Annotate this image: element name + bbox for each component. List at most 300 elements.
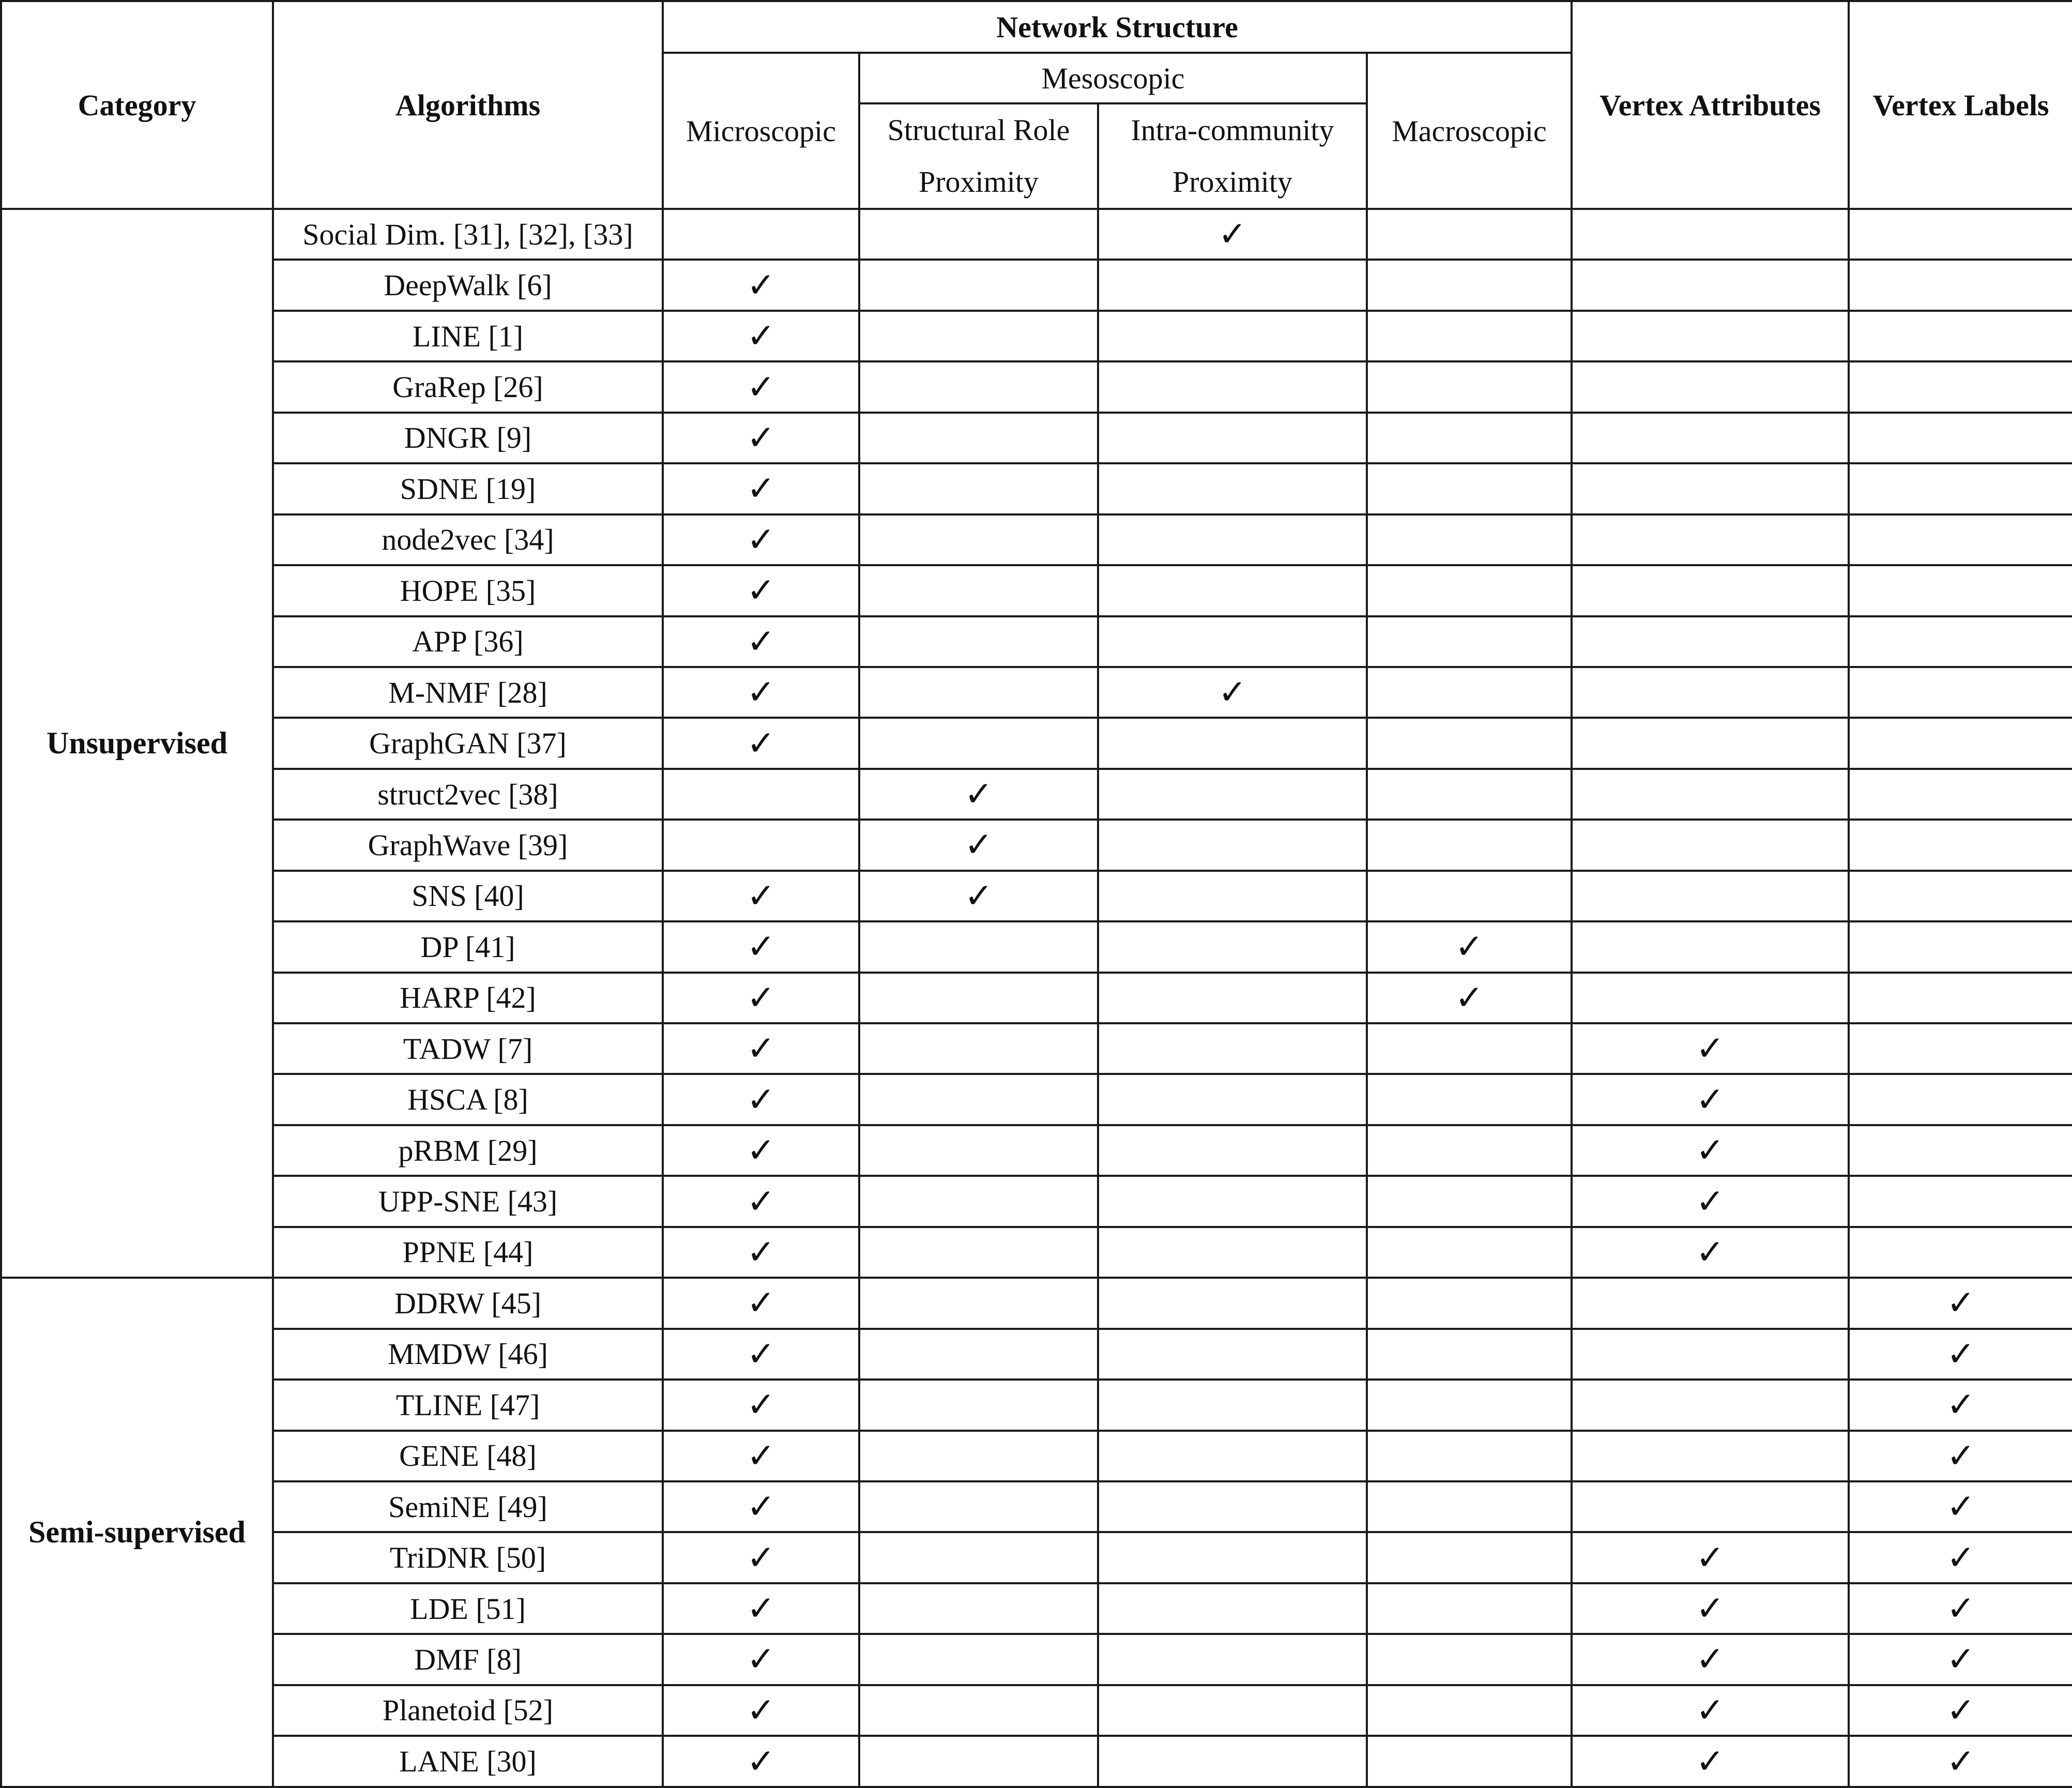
check-cell — [1367, 1074, 1572, 1125]
check-cell — [1367, 1023, 1572, 1074]
check-cell — [859, 1176, 1098, 1226]
check-cell — [663, 1227, 859, 1278]
check-cell — [1572, 1329, 1849, 1380]
algorithm-cell: TADW [7] — [273, 1023, 663, 1074]
table-row — [1, 921, 2072, 972]
algorithm-cell: GENE [48] — [273, 1431, 663, 1481]
check-cell — [1098, 820, 1367, 870]
checkmark-icon: ✓ — [1696, 1691, 1725, 1730]
checkmark-icon: ✓ — [964, 776, 993, 814]
check-cell — [859, 1380, 1098, 1430]
check-cell — [1849, 921, 2072, 972]
check-cell — [859, 361, 1098, 412]
check-cell — [1098, 1431, 1367, 1481]
check-cell — [859, 1227, 1098, 1278]
check-cell — [663, 667, 859, 718]
algorithm-cell: DMF [8] — [273, 1634, 663, 1685]
check-cell — [1098, 1481, 1367, 1532]
check-cell — [1572, 1125, 1849, 1176]
check-cell — [1098, 1125, 1367, 1176]
check-cell — [1849, 1634, 2072, 1685]
check-cell — [1098, 1634, 1367, 1685]
check-cell — [1098, 413, 1367, 463]
checkmark-icon: ✓ — [746, 1742, 775, 1781]
checkmark-icon: ✓ — [1696, 1030, 1725, 1068]
check-cell — [1098, 209, 1367, 260]
check-cell — [1849, 463, 2072, 514]
check-cell — [1849, 209, 2072, 260]
check-cell — [663, 1023, 859, 1074]
check-cell — [859, 718, 1098, 768]
algorithm-cell: DP [41] — [273, 921, 663, 972]
algorithm-cell: HARP [42] — [273, 973, 663, 1023]
header-category: Category — [1, 1, 273, 209]
table-row — [1, 820, 2072, 870]
checkmark-icon: ✓ — [1455, 928, 1484, 966]
check-cell — [1098, 361, 1367, 412]
checkmark-icon: ✓ — [746, 877, 775, 915]
header-vertex-labels: Vertex Labels — [1849, 1, 2072, 209]
table-row — [1, 1481, 2072, 1532]
check-cell — [1367, 616, 1572, 667]
checkmark-icon: ✓ — [746, 979, 775, 1017]
check-cell — [1849, 361, 2072, 412]
check-cell — [1572, 1583, 1849, 1634]
checkmark-icon: ✓ — [746, 1030, 775, 1068]
check-cell — [859, 871, 1098, 921]
check-cell — [663, 1074, 859, 1125]
check-cell — [1849, 820, 2072, 870]
check-cell — [1849, 616, 2072, 667]
check-cell — [1367, 1583, 1572, 1634]
check-cell — [859, 1074, 1098, 1125]
check-cell — [859, 565, 1098, 616]
check-cell — [859, 1329, 1098, 1380]
table-row — [1, 871, 2072, 921]
check-cell — [1098, 1227, 1367, 1278]
check-cell — [1572, 463, 1849, 514]
checkmark-icon: ✓ — [1946, 1742, 1975, 1781]
check-cell — [859, 616, 1098, 667]
check-cell — [1572, 1023, 1849, 1074]
check-cell — [1098, 311, 1367, 361]
check-cell — [663, 209, 859, 260]
check-cell — [1849, 973, 2072, 1023]
check-cell — [859, 1431, 1098, 1481]
header-algorithms: Algorithms — [273, 1, 663, 209]
table-row — [1, 1227, 2072, 1278]
algorithm-cell: TLINE [47] — [273, 1380, 663, 1430]
algorithm-cell: APP [36] — [273, 616, 663, 667]
table-header — [1, 1, 2072, 209]
checkmark-icon: ✓ — [964, 826, 993, 865]
check-cell — [859, 1278, 1098, 1328]
checkmark-icon: ✓ — [746, 724, 775, 763]
check-cell — [859, 209, 1098, 260]
check-cell — [859, 1583, 1098, 1634]
checkmark-icon: ✓ — [746, 1641, 775, 1679]
check-cell — [663, 1583, 859, 1634]
check-cell — [663, 1481, 859, 1532]
table-row — [1, 1634, 2072, 1685]
check-cell — [1572, 1431, 1849, 1481]
check-cell — [859, 514, 1098, 565]
algorithm-cell: GraphGAN [37] — [273, 718, 663, 768]
check-cell — [663, 1736, 859, 1787]
check-cell — [663, 921, 859, 972]
check-cell — [1849, 718, 2072, 768]
checkmark-icon: ✓ — [1218, 674, 1247, 712]
checkmark-icon: ✓ — [746, 572, 775, 610]
check-cell — [1572, 1074, 1849, 1125]
checkmark-icon: ✓ — [1946, 1488, 1975, 1526]
check-cell — [1572, 311, 1849, 361]
checkmark-icon: ✓ — [746, 1437, 775, 1475]
check-cell — [1572, 361, 1849, 412]
check-cell — [859, 311, 1098, 361]
check-cell — [1367, 463, 1572, 514]
check-cell — [859, 260, 1098, 310]
check-cell — [1098, 463, 1367, 514]
checkmark-icon: ✓ — [746, 1183, 775, 1221]
check-cell — [1367, 514, 1572, 565]
check-cell — [1849, 1176, 2072, 1226]
check-cell — [1849, 514, 2072, 565]
check-cell — [1367, 1176, 1572, 1226]
checkmark-icon: ✓ — [964, 877, 993, 915]
check-cell — [859, 1736, 1098, 1787]
check-cell — [1572, 1278, 1849, 1328]
checkmark-icon: ✓ — [1696, 1742, 1725, 1781]
check-cell — [859, 769, 1098, 820]
check-cell — [1367, 1227, 1572, 1278]
check-cell — [1572, 565, 1849, 616]
check-cell — [1572, 921, 1849, 972]
checkmark-icon: ✓ — [1696, 1233, 1725, 1271]
check-cell — [859, 1634, 1098, 1685]
check-cell — [1098, 1380, 1367, 1430]
checkmark-icon: ✓ — [1946, 1539, 1975, 1577]
check-cell — [859, 1023, 1098, 1074]
algorithm-cell: GraphWave [39] — [273, 820, 663, 870]
table-row — [1, 1176, 2072, 1226]
check-cell — [1572, 1176, 1849, 1226]
algorithm-cell: HSCA [8] — [273, 1074, 663, 1125]
checkmark-icon: ✓ — [1946, 1691, 1975, 1730]
check-cell — [1849, 565, 2072, 616]
check-cell — [1572, 1380, 1849, 1430]
table-row — [1, 514, 2072, 565]
algorithm-cell: MMDW [46] — [273, 1329, 663, 1380]
algorithm-cell: M-NMF [28] — [273, 667, 663, 718]
check-cell — [1367, 361, 1572, 412]
check-cell — [663, 718, 859, 768]
check-cell — [1367, 1278, 1572, 1328]
table-row — [1, 1125, 2072, 1176]
check-cell — [1098, 1329, 1367, 1380]
table-row — [1, 361, 2072, 412]
check-cell — [859, 1125, 1098, 1176]
table-row — [1, 769, 2072, 820]
checkmark-icon: ✓ — [746, 623, 775, 661]
check-cell — [1849, 769, 2072, 820]
check-cell — [1367, 871, 1572, 921]
table-row — [1, 973, 2072, 1023]
check-cell — [1098, 1023, 1367, 1074]
check-cell — [1098, 1583, 1367, 1634]
algorithm-cell: DeepWalk [6] — [273, 260, 663, 310]
check-cell — [1367, 1125, 1572, 1176]
check-cell — [1098, 1685, 1367, 1736]
algorithm-cell: UPP-SNE [43] — [273, 1176, 663, 1226]
check-cell — [1367, 718, 1572, 768]
algorithm-cell: SDNE [19] — [273, 463, 663, 514]
checkmark-icon: ✓ — [746, 266, 775, 305]
checkmark-icon: ✓ — [1696, 1081, 1725, 1119]
algorithm-cell: SNS [40] — [273, 871, 663, 921]
table-row — [1, 311, 2072, 361]
category-cell: Semi-supervised — [1, 1278, 273, 1787]
check-cell — [1849, 1074, 2072, 1125]
check-cell — [1572, 1481, 1849, 1532]
check-cell — [1367, 1431, 1572, 1481]
category-cell: Unsupervised — [1, 209, 273, 1278]
check-cell — [1098, 1532, 1367, 1583]
header-macroscopic: Macroscopic — [1367, 53, 1572, 209]
check-cell — [859, 820, 1098, 870]
check-cell — [663, 1176, 859, 1226]
algorithm-cell: SemiNE [49] — [273, 1481, 663, 1532]
header-structural-role-proximity: Structural Role Proximity — [859, 103, 1098, 209]
check-cell — [1849, 1380, 2072, 1430]
check-cell — [1098, 514, 1367, 565]
check-cell — [1572, 413, 1849, 463]
check-cell — [663, 514, 859, 565]
check-cell — [663, 1685, 859, 1736]
header-intra-community-proximity: Intra-community Proximity — [1098, 103, 1367, 209]
check-cell — [1367, 667, 1572, 718]
check-cell — [663, 1125, 859, 1176]
check-cell — [1098, 769, 1367, 820]
check-cell — [1849, 1431, 2072, 1481]
check-cell — [663, 1431, 859, 1481]
table-row — [1, 1329, 2072, 1380]
checkmark-icon: ✓ — [1946, 1335, 1975, 1373]
check-cell — [1367, 973, 1572, 1023]
check-cell — [859, 1685, 1098, 1736]
check-cell — [1367, 769, 1572, 820]
check-cell — [1572, 260, 1849, 310]
checkmark-icon: ✓ — [746, 1539, 775, 1577]
check-cell — [1849, 1125, 2072, 1176]
table-row — [1, 565, 2072, 616]
check-cell — [1849, 260, 2072, 310]
algorithm-cell: LDE [51] — [273, 1583, 663, 1634]
checkmark-icon: ✓ — [746, 1335, 775, 1373]
check-cell — [1367, 1736, 1572, 1787]
check-cell — [1098, 616, 1367, 667]
checkmark-icon: ✓ — [1946, 1641, 1975, 1679]
header-network-structure: Network Structure — [663, 1, 1572, 53]
check-cell — [1572, 1532, 1849, 1583]
table-row — [1, 616, 2072, 667]
check-cell — [1098, 921, 1367, 972]
algorithm-cell: DDRW [45] — [273, 1278, 663, 1328]
check-cell — [1367, 1634, 1572, 1685]
checkmark-icon: ✓ — [1946, 1437, 1975, 1475]
header-vertex-attributes: Vertex Attributes — [1572, 1, 1849, 209]
checkmark-icon: ✓ — [746, 1590, 775, 1628]
check-cell — [1367, 260, 1572, 310]
table-row — [1, 1583, 2072, 1634]
algorithm-cell: node2vec [34] — [273, 514, 663, 565]
check-cell — [1367, 1532, 1572, 1583]
checkmark-icon: ✓ — [1946, 1590, 1975, 1628]
check-cell — [1367, 1685, 1572, 1736]
check-cell — [1098, 1176, 1367, 1226]
checkmark-icon: ✓ — [746, 1233, 775, 1271]
check-cell — [1367, 311, 1572, 361]
table-row — [1, 1380, 2072, 1430]
check-cell — [859, 1481, 1098, 1532]
check-cell — [1098, 565, 1367, 616]
check-cell — [663, 361, 859, 412]
check-cell — [1367, 1380, 1572, 1430]
algorithm-cell: HOPE [35] — [273, 565, 663, 616]
checkmark-icon: ✓ — [746, 1691, 775, 1730]
check-cell — [1572, 769, 1849, 820]
checkmark-icon: ✓ — [746, 470, 775, 508]
check-cell — [1572, 718, 1849, 768]
check-cell — [1572, 1634, 1849, 1685]
check-cell — [663, 413, 859, 463]
check-cell — [1572, 667, 1849, 718]
algorithm-cell: LANE [30] — [273, 1736, 663, 1787]
checkmark-icon: ✓ — [746, 368, 775, 406]
header-mesoscopic: Mesoscopic — [859, 53, 1367, 103]
checkmark-icon: ✓ — [1455, 979, 1484, 1017]
check-cell — [663, 769, 859, 820]
check-cell — [1572, 209, 1849, 260]
check-cell — [859, 463, 1098, 514]
check-cell — [1572, 973, 1849, 1023]
checkmark-icon: ✓ — [746, 1284, 775, 1323]
algorithm-cell: PPNE [44] — [273, 1227, 663, 1278]
check-cell — [1849, 871, 2072, 921]
check-cell — [1572, 1227, 1849, 1278]
check-cell — [663, 463, 859, 514]
check-cell — [1098, 973, 1367, 1023]
checkmark-icon: ✓ — [1696, 1183, 1725, 1221]
table-row — [1, 463, 2072, 514]
table-row — [1, 1074, 2072, 1125]
check-cell — [1098, 1736, 1367, 1787]
checkmark-icon: ✓ — [1946, 1386, 1975, 1425]
check-cell — [1367, 565, 1572, 616]
check-cell — [663, 1532, 859, 1583]
checkmark-icon: ✓ — [746, 674, 775, 712]
check-cell — [1367, 209, 1572, 260]
check-cell — [1098, 718, 1367, 768]
table-row — [1, 1532, 2072, 1583]
check-cell — [1849, 667, 2072, 718]
check-cell — [1849, 1736, 2072, 1787]
table-row — [1, 209, 2072, 260]
check-cell — [1849, 1278, 2072, 1328]
check-cell — [1849, 1329, 2072, 1380]
checkmark-icon: ✓ — [1946, 1284, 1975, 1323]
check-cell — [1572, 616, 1849, 667]
check-cell — [1367, 413, 1572, 463]
checkmark-icon: ✓ — [746, 928, 775, 966]
check-cell — [663, 1329, 859, 1380]
check-cell — [1572, 820, 1849, 870]
algorithm-cell: struct2vec [38] — [273, 769, 663, 820]
check-cell — [663, 871, 859, 921]
table-row — [1, 260, 2072, 310]
check-cell — [1849, 1023, 2072, 1074]
table-row — [1, 1736, 2072, 1787]
check-cell — [1098, 260, 1367, 310]
checkmark-icon: ✓ — [746, 419, 775, 457]
check-cell — [663, 260, 859, 310]
table-row — [1, 1278, 2072, 1328]
check-cell — [1849, 1227, 2072, 1278]
algorithm-cell: Social Dim. [31], [32], [33] — [273, 209, 663, 260]
check-cell — [663, 311, 859, 361]
checkmark-icon: ✓ — [746, 1386, 775, 1425]
check-cell — [1367, 1481, 1572, 1532]
checkmark-icon: ✓ — [1218, 216, 1247, 254]
check-cell — [859, 413, 1098, 463]
check-cell — [1367, 1329, 1572, 1380]
check-cell — [663, 820, 859, 870]
check-cell — [1572, 871, 1849, 921]
checkmark-icon: ✓ — [746, 1488, 775, 1526]
check-cell — [1849, 1481, 2072, 1532]
algorithm-cell: DNGR [9] — [273, 413, 663, 463]
check-cell — [1849, 311, 2072, 361]
table-body — [1, 209, 2072, 1787]
table-row — [1, 718, 2072, 768]
check-cell — [1098, 1278, 1367, 1328]
checkmark-icon: ✓ — [746, 1081, 775, 1119]
header-microscopic: Microscopic — [663, 53, 859, 209]
check-cell — [1572, 1736, 1849, 1787]
check-cell — [663, 616, 859, 667]
check-cell — [859, 921, 1098, 972]
check-cell — [1849, 413, 2072, 463]
algorithm-cell: Planetoid [52] — [273, 1685, 663, 1736]
check-cell — [859, 973, 1098, 1023]
checkmark-icon: ✓ — [1696, 1539, 1725, 1577]
check-cell — [859, 667, 1098, 718]
check-cell — [1849, 1583, 2072, 1634]
checkmark-icon: ✓ — [1696, 1590, 1725, 1628]
check-cell — [1849, 1685, 2072, 1736]
table-row — [1, 1023, 2072, 1074]
algorithm-cell: LINE [1] — [273, 311, 663, 361]
check-cell — [1849, 1532, 2072, 1583]
table-row — [1, 1685, 2072, 1736]
table-row — [1, 1431, 2072, 1481]
check-cell — [663, 1380, 859, 1430]
check-cell — [663, 1634, 859, 1685]
check-cell — [1367, 921, 1572, 972]
check-cell — [1098, 1074, 1367, 1125]
check-cell — [1572, 514, 1849, 565]
checkmark-icon: ✓ — [746, 317, 775, 356]
